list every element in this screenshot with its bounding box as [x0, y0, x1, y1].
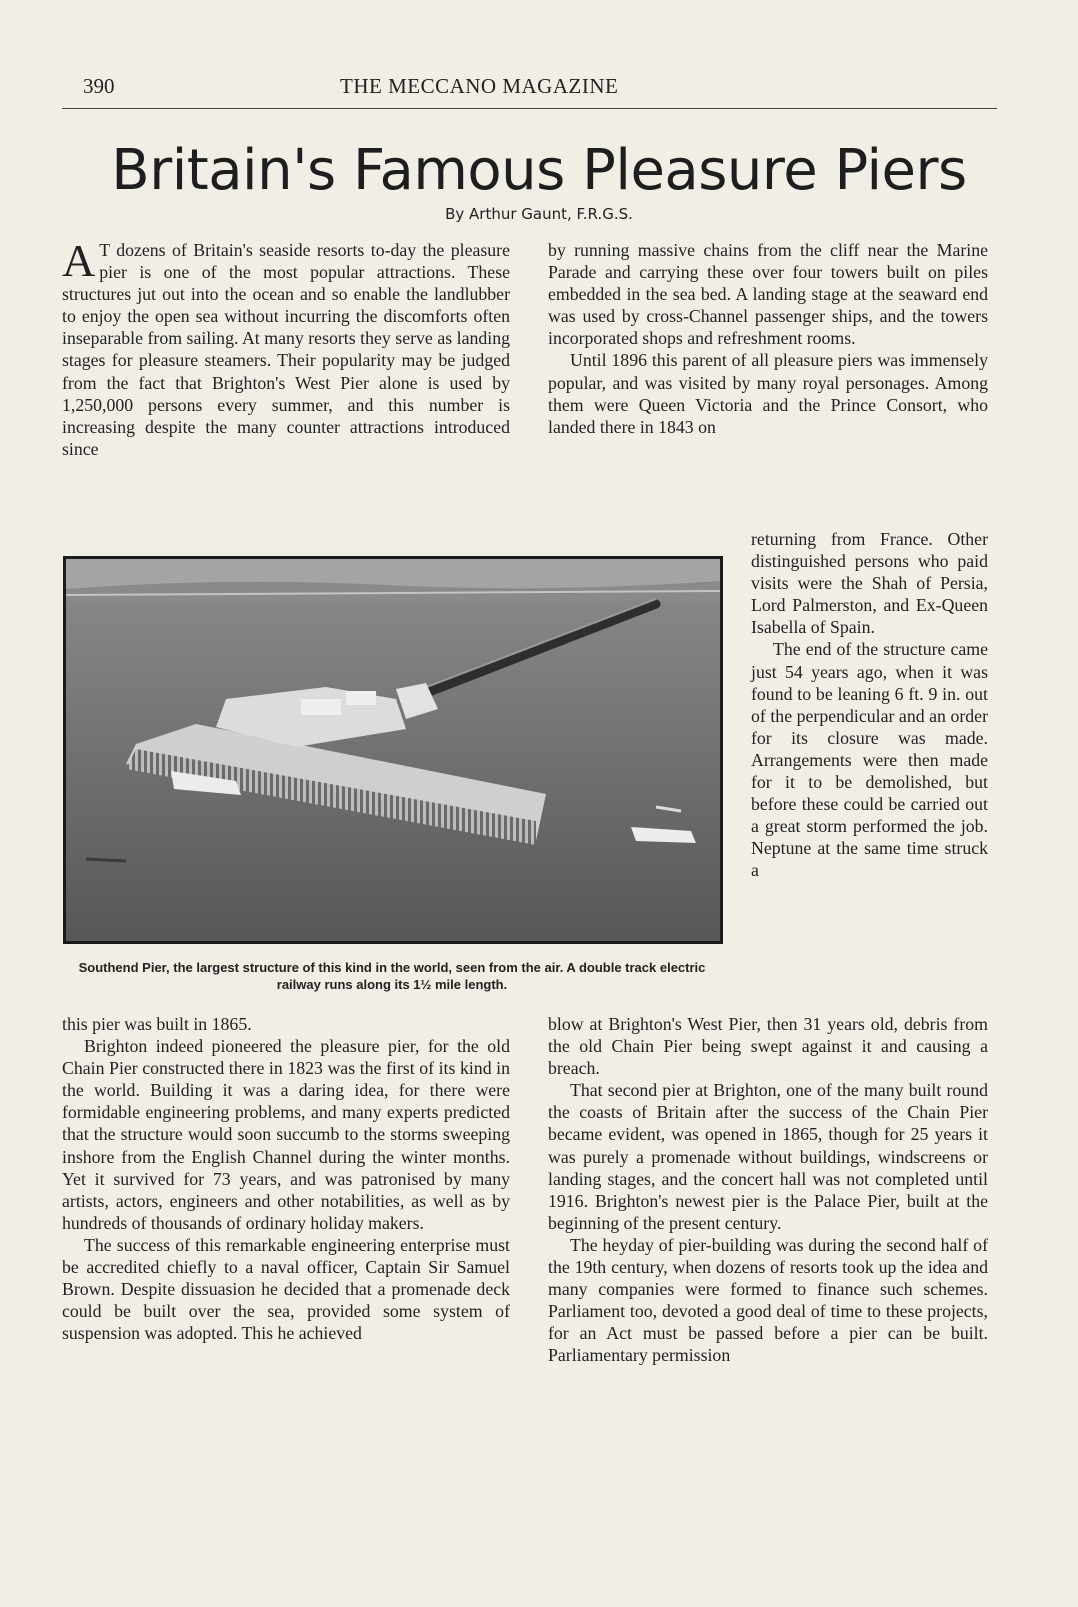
header-rule	[62, 108, 997, 109]
paragraph-1-continued: this pier was built in 1865.	[62, 1014, 252, 1034]
running-title: THE MECCANO MAGAZINE	[340, 74, 619, 98]
paragraph-5: The end of the structure came just 54 years ago, when it was found to be leaning 6 ft. 9 in. out of the perpendicular and an order for its closure was made. Arrangements were then made for it to be demolished, but before these could be carried out a great storm performed the job. Neptune at the same time struck a	[751, 639, 988, 881]
byline: By Arthur Gaunt, F.R.G.S.	[445, 205, 633, 223]
column-right-top	[548, 239, 988, 438]
paragraph-6: That second pier at Brighton, one of the many built round the coasts of Britain after the success of the Chain Pier became evident, was opened in 1865, though for 25 years it was purely a promenade without buildings, windscreens or landing stages, and the concert hall was not completed until 1916. Brighton's newest pier is the Palace Pier, built at the beginning of the present century.	[548, 1080, 988, 1233]
pier-photograph	[63, 556, 723, 944]
column-left-bottom	[62, 1013, 510, 1344]
drop-cap: A	[62, 235, 96, 286]
page-number: 390	[83, 74, 115, 98]
paragraph-1	[62, 235, 510, 460]
column-left-top	[62, 235, 510, 460]
paragraph-2: Brighton indeed pioneered the pleasure pier, for the old Chain Pier constructed there in 1823 was the first of its kind in the world. Building it was a daring idea, for there were formidable engineering problems, and many experts predicted that the structure would soon succumb to the storms sweeping inshore from the English Channel during the winter months. Yet it survived for 73 years, and was patronised by many artists, actors, engineers and other notabilities, as well as by hundreds of thousands of ordinary holiday makers.	[62, 1036, 510, 1233]
paragraph-4-continued: returning from France. Other distinguished persons who paid visits were the Shah of Persia, Lord Palmerston, and Ex-Queen Isabella of Spain.	[751, 529, 988, 638]
aerial-pier-image	[66, 559, 720, 941]
paragraph-7: The heyday of pier-building was during the second half of the 19th century, when dozens of resorts took up the idea and many companies were formed to finance such schemes. Parliament too, devoted a good deal of time to these projects, for an Act must be passed before a pier can be built. Parliamentary permission	[548, 1234, 988, 1366]
article-title: Britain's Famous Pleasure Piers	[111, 138, 967, 203]
paragraph-5-continued: blow at Brighton's West Pier, then 31 years old, debris from the old Chain Pier being swept against it and causing a breach.	[548, 1014, 988, 1079]
paragraph-3: The success of this remarkable engineering enterprise must be accredited chiefly to a naval officer, Captain Sir Samuel Brown. Despite dissuasion he decided that a promenade deck could be built over the sea, provided some system of suspension was adopted. This he achieved	[62, 1234, 510, 1344]
column-right-wrap	[751, 528, 988, 882]
column-right-bottom	[548, 1013, 988, 1367]
figure-caption: Southend Pier, the largest structure of this kind in the world, seen from the air. A double track electric railway runs along its 1½ mile length.	[78, 960, 706, 992]
paragraph-4: Until 1896 this parent of all pleasure piers was immensely popular, and was visited by many royal personages. Among them were Queen Victoria and the Prince Consort, who landed there in 1843 on	[548, 350, 988, 437]
paragraph-1-text: T dozens of Britain's seaside resorts to-day the pleasure pier is one of the most popular attractions. These structures jut out into the ocean and so enable the landlubber to enjoy the open sea without incurring the discomforts often inseparable from sailing. At many resorts they serve as landing stages for pleasure steamers. Their popularity may be judged from the fact that Brighton's West Pier alone is used by 1,250,000 persons every summer, and this number is increasing despite the many counter attractions introduced since	[62, 240, 510, 459]
paragraph-3-continued: by running massive chains from the cliff near the Marine Parade and carrying these over four towers built on piles embedded in the sea bed. A landing stage at the seaward end was used by cross-Channel passenger ships, and the towers incorporated shops and refreshment rooms.	[548, 240, 988, 349]
